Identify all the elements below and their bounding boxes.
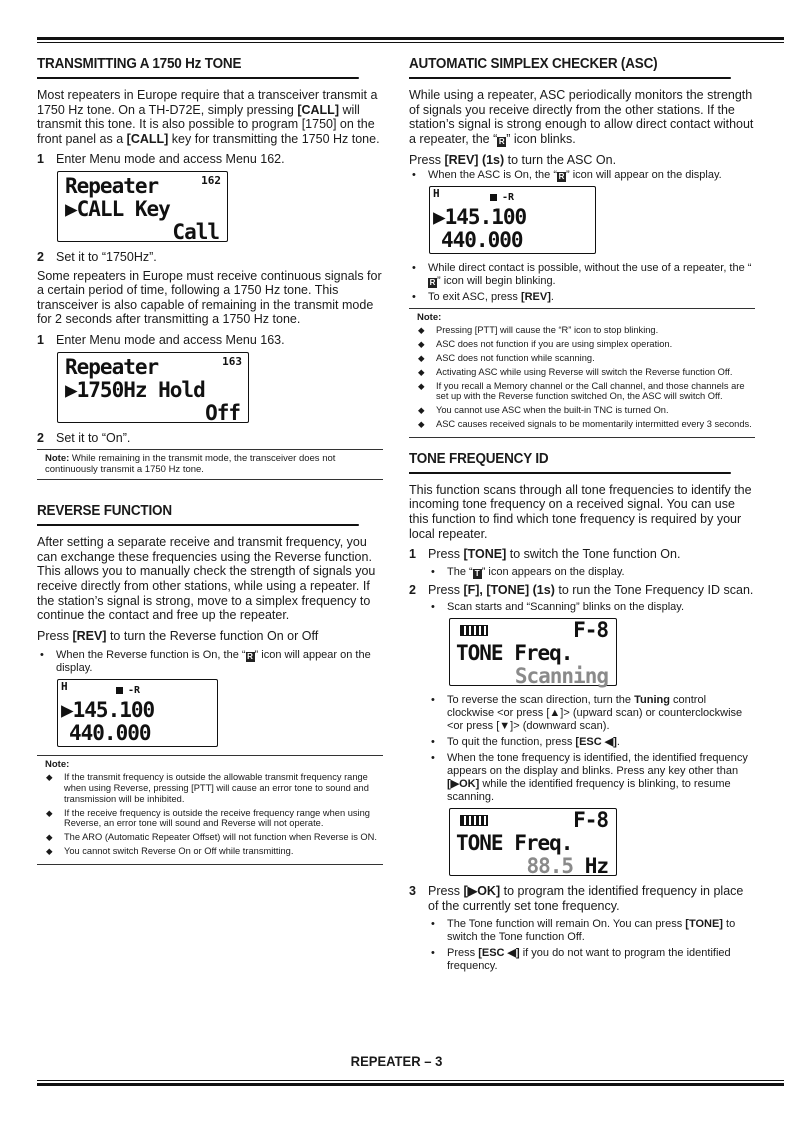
paragraph: Most repeaters in Europe require that a transceiver transmit a 1750 Hz tone. On a TH-D72E, simply pressing [CALL] will transmit this tone. It is also possible to program [1750] on the front panel as a [CALL] key for transmitting the 1750 Hz tone. (37, 88, 380, 146)
asc-icon: R (429, 278, 436, 288)
lcd-display-tone-found: F-8 TONE Freq. 88.5 Hz (449, 808, 617, 876)
section-title: TONE FREQUENCY ID (409, 448, 731, 474)
lcd-display-menu-163: 163 Repeater ▶1750Hz Hold Off (57, 352, 249, 423)
note-item: ◆ You cannot switch Reverse On or Off while transmitting. (45, 846, 383, 857)
battery-icon (460, 625, 488, 636)
step-item: 1 Press [TONE] to switch the Tone function On. (409, 547, 681, 562)
step-item: 2 Set it to “On”. (37, 430, 131, 445)
battery-icon (460, 815, 488, 826)
page-footer: REPEATER – 3 (350, 1053, 443, 1069)
note-list (417, 325, 755, 429)
lcd-display-tone-scanning: F-8 TONE Freq. Scanning (449, 618, 617, 686)
bullet-item: • When the Reverse function is On, the “ R ” icon will appear on the display. (37, 649, 383, 675)
note-box: Note: ◆ Pressing [PTT] will cause the “R” icon to stop blinking. ◆ ASC does not function if you are using simplex operation. ◆ ASC does not function while scanning. ◆ Activating ASC while using Reverse will switch the Reverse function Off. ◆ If you recall a Memory channel or the Call channel, and those channels are set up with the Reverse function switched On, the ASC will switch Off. ◆ You cannot use ASC when the built-in TNC is turned On. ◆ ASC causes received signals to be momentarily intermitted every 3 seconds. (409, 308, 755, 437)
note-item: ◆ If the receive frequency is outside the receive frequency range when using Reverse, an error tone will sound and Reverse will not operate. (45, 808, 383, 830)
bullet-item: • To quit the function, press [ESC ◀]. (409, 736, 755, 749)
block-icon (490, 194, 497, 201)
lcd-status-bar: -R (116, 685, 140, 696)
bullet-item: • Scan starts and “Scanning” blinks on the display. (409, 601, 755, 614)
instruction: Press [REV] to turn the Reverse function On or Off (37, 628, 319, 643)
lcd-display-menu-162: 162 Repeater ▶CALL Key Call (57, 171, 228, 242)
note-item: ◆ ASC does not function if you are using simplex operation. (417, 339, 755, 350)
section-tone-frequency-id (409, 448, 755, 973)
section-title: AUTOMATIC SIMPLEX CHECKER (ASC) (409, 53, 731, 79)
step-item: 2 Set it to “1750Hz”. (37, 249, 157, 264)
section-reverse-function (37, 500, 383, 865)
note-item: ◆ ASC causes received signals to be momentarily intermitted every 3 seconds. (417, 419, 755, 430)
paragraph: This function scans through all tone frequencies to identify the incoming tone frequency on a received signal. You can use this function to find which tone frequency is required by your local repeater. (409, 482, 752, 541)
note-box: Note: ◆ If the transmit frequency is outside the allowable transmit frequency range when using Reverse, pressing [PTT] will cause an error tone to sound and transmission will be inhibited. ◆ If the receive frequency is outside the receive frequency range when using Reverse, an error tone will sound and Reverse will not operate. ◆ The ARO (Automatic Repeater Offset) will not function when Reverse is ON. ◆ You cannot switch Reverse On or Off while transmitting. (37, 755, 383, 865)
bullet-list (409, 566, 755, 579)
note-item: ◆ Pressing [PTT] will cause the “R” icon to stop blinking. (417, 325, 755, 336)
instruction: Press [REV] (1s) to turn the ASC On. (409, 152, 617, 167)
asc-icon: R (498, 136, 505, 146)
bullet-item: • Press [ESC ◀] if you do not want to program the identified frequency. (409, 947, 755, 973)
bullet-item: • While direct contact is possible, without the use of a repeater, the “R ” icon will begin blinking. (409, 262, 755, 288)
lcd-display-frequency: H -R ▶145.100 440.000 (429, 186, 596, 254)
bullet-list (409, 601, 755, 614)
block-icon (116, 687, 123, 694)
bullet-list (409, 169, 755, 182)
lcd-status-bar: -R (490, 192, 514, 203)
left-column (37, 53, 383, 875)
top-rule-thin (37, 42, 784, 43)
note-item: ◆ If you recall a Memory channel or the Call channel, and those channels are set up with the Reverse function switched On, the ASC will switch Off. (417, 381, 755, 403)
bullet-list (409, 918, 755, 973)
bullet-list (409, 694, 755, 804)
bullet-item: • When the tone frequency is identified, the identified frequency appears on the display and blinks. Press any key other than [▶OK] while the identified frequency is blinking, to resume scanning. (409, 752, 755, 804)
section-title: REVERSE FUNCTION (37, 500, 359, 526)
note-item: ◆ If the transmit frequency is outside the allowable transmit frequency range when using Reverse, pressing [PTT] will cause an error tone to sound and transmission will be inhibited. (45, 772, 383, 804)
bullet-item: • The “ T ” icon appears on the display. (409, 566, 755, 579)
tone-icon: T (473, 569, 482, 579)
bullet-list (37, 649, 383, 675)
note-item: ◆ Activating ASC while using Reverse will switch the Reverse function Off. (417, 367, 755, 378)
step-item: 1 Enter Menu mode and access Menu 162. (37, 152, 285, 167)
bullet-item: • When the ASC is On, the “ R ” icon will appear on the display. (409, 169, 755, 182)
step-item: 1 Enter Menu mode and access Menu 163. (37, 332, 285, 347)
section-asc (409, 53, 755, 438)
right-column (409, 53, 755, 983)
paragraph: After setting a separate receive and transmit frequency, you can exchange these frequencies using the Reverse function. This allows you to manually check the strength of signals you receive directly from other stations, while using a repeater. If the station’s signal is strong, move to a simplex frequency to continue the contact and free up the repeater. (37, 535, 376, 623)
asc-icon: R (558, 172, 565, 182)
section-1750hz-tone (37, 53, 383, 480)
bottom-rule-thin (37, 1080, 784, 1081)
bullet-item: • To reverse the scan direction, turn the Tuning control clockwise <or press [▲]> (upward scan) or counterclockwise <or press [▼]> (downward scan). (409, 694, 755, 733)
step-item: 2 Press [F], [TONE] (1s) to run the Tone Frequency ID scan. (409, 582, 754, 597)
lcd-display-frequency: H -R ▶145.100 440.000 (57, 679, 218, 747)
note-item: ◆ You cannot use ASC when the built-in TNC is turned On. (417, 405, 755, 416)
paragraph: While using a repeater, ASC periodically monitors the strength of signals you receive directly from the other stations. If the station’s signal is strong enough to allow direct contact without a repeater, the “ R ” icon blinks. (409, 88, 754, 146)
top-rule-thick (37, 37, 784, 40)
reverse-icon: R (247, 652, 253, 662)
bottom-rule-thick (37, 1083, 784, 1086)
paragraph: Some repeaters in Europe must receive continuous signals for a certain period of time, following a 1750 Hz tone. This transceiver is also capable of remaining in the transmit mode for 2 seconds after transmitting a 1750 Hz tone. (37, 268, 382, 327)
step-item: 3 Press [▶OK] to program the identified frequency in place of the currently set tone frequency. (409, 884, 744, 913)
bullet-list (409, 262, 755, 304)
note-item: ◆ The ARO (Automatic Repeater Offset) will not function when Reverse is ON. (45, 832, 383, 843)
bullet-item: • To exit ASC, press [REV]. (409, 291, 755, 304)
note-box: Note: While remaining in the transmit mode, the transceiver does not continuously transmit a 1750 Hz tone. (37, 449, 383, 480)
note-item: ◆ ASC does not function while scanning. (417, 353, 755, 364)
section-title: TRANSMITTING A 1750 Hz TONE (37, 53, 359, 79)
bullet-item: • The Tone function will remain On. You can press [TONE] to switch the Tone function Off. (409, 918, 755, 944)
note-list (45, 772, 383, 857)
